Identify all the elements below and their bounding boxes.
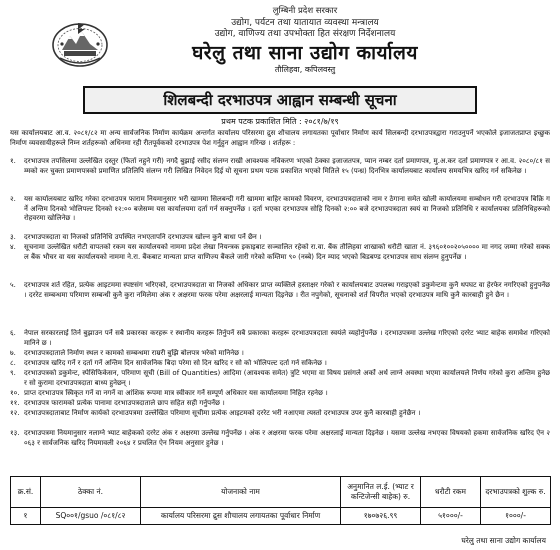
project-name-cell: कार्यालय परिसरमा द्रुस शौचालय लगायतका पूर्वाधार निर्माण <box>141 508 341 525</box>
condition-number: ४. <box>10 243 16 251</box>
condition-number: १. <box>10 157 16 165</box>
condition-item <box>10 243 550 281</box>
condition-item <box>10 399 550 409</box>
condition-text: दरभाउपत्र फारामको प्रत्येक पानामा दरभाउपत्रदाताले छाप सहित सही गर्नुपर्नेछ । <box>24 399 225 407</box>
condition-number: ११. <box>10 399 20 407</box>
condition-text: दरभाउपत्र खरिद गर्ने र दर्ता गर्ने अन्तिम दिन सार्वजनिक बिदा परेमा सो दिन खरिद र सो को भोलिपल्ट दर्ता गर्न सकिनेछ । <box>24 359 327 367</box>
condition-number: ५. <box>10 281 16 289</box>
nepal-emblem-icon <box>50 18 110 68</box>
table-header-row <box>11 477 551 508</box>
condition-item <box>10 429 550 449</box>
column-header: ठेक्का नं. <box>41 477 141 508</box>
column-header: अनुमानित ल.ई. (भ्याट र कन्टिजेन्सी बाहेक) रु. <box>341 477 421 508</box>
condition-item <box>10 233 550 243</box>
condition-number: ९. <box>10 369 16 377</box>
condition-text: सूचनामा उल्लेखित धरौटी वापतको रकम यस कार्यालयको नाममा प्रदेश लेखा नियन्त्रक इकाइबाट सञ्चालित रहेको रा.वा. बैंक तौलिहवा शाखाको धरौटी खाता नं. ३९६०१००२०५०००० मा नगद जम्मा गरेको सक्कल बैंक भौचर वा यस कार्यालयको नाममा ने.रा. बैंकबाट मान्यता प्राप्त वाणिज्य बैंकले जारी गरेको कम्तिमा ९० (नब्बे) दिन म्याद भएको बिडबण्ड दरभाउपत्र साथ संलग्न हुनुपर्नेछ । <box>24 243 550 261</box>
column-header: क्र.सं. <box>11 477 41 508</box>
condition-number: ७. <box>10 349 16 357</box>
condition-text: दरभाउपत्रदाता वा निजको प्रतिनिधि उपस्थित नभएतापनि दरभाउपत्र खोल्न कुनै बाधा पर्ने छैन । <box>24 233 262 241</box>
tender-table-wrap <box>10 476 550 525</box>
condition-text: दरभाउपत्र तपसिलमा उल्लेखित दस्तुर (फिर्ता नहुने गरी) नगदै बुझाई रसीद संलग्न राखी आवश्यक नविकरण भएको ठेक्का इजाजतपत्र, प्यान नम्बर दर्ता प्रमाणपत्र, मु.अ.कर दर्ता प्रमाणपत्र र आ.व. २०८०/८१ सम्मको कर चुक्ता प्रमाणपत्रको प्रमाणित प्रतिलिपि संलग्न गरी लिखित निवेदन दिई यो सूचना प्रथम पटक प्रकाशित भएको मितिले १५ (पन्ध्र) दिनभित्र कार्यालयबाट कार्यालय समयभित्र खरिद गर्न सकिनेछ । <box>24 157 550 175</box>
condition-item <box>10 157 550 195</box>
condition-number: ६. <box>10 329 16 337</box>
condition-text: दरभाउपत्र शर्त रहित, प्रत्येक आइटममा स्पष्टसंग भरिएको, दरभाउपत्रदाता वा निजको अधिकार प्राप्त व्यक्तिले हस्ताक्षर गरेको र कार्यालयबाट उपलब्ध गराइएको डकुमेन्टमा कुनै थपघट वा हेरफेर नगरिएको हुनुपर्नेछ । दररेट सम्बन्धमा परिमाण सम्बन्धी कुनै कुरा नमिलेमा अंक र अक्षरमा फरक परेमा अक्षरलाई मान्यता दिइनेछ । रीत नपुगेको, सूचनाको शर्त विपरीत भएको दरभाउपत्र माथि कुनै कारबाही हुने छैन । <box>24 281 550 299</box>
tender-table <box>10 476 551 525</box>
notice-title: शिलबन्दी दरभाउपत्र आह्वान सम्बन्धी सूचना <box>83 86 477 114</box>
province-government: लुम्बिनी प्रदेश सरकार <box>272 6 338 16</box>
table-row <box>11 508 551 525</box>
column-header: धरौटी रकम <box>421 477 481 508</box>
condition-text: प्राप्त दरभाउपत्र स्विकृत गर्ने वा नगर्ने वा आंशिक रूपमा मात्र स्वीकार गर्ने सम्पूर्ण अधिकार यस कार्यालयमा निहित रहनेछ । <box>24 389 328 397</box>
condition-item <box>10 369 550 389</box>
column-header: योजनाको नाम <box>141 477 341 508</box>
office-name: घरेलु तथा साना उद्योग कार्यालय <box>192 41 418 64</box>
bid-fee-cell: १०००/- <box>481 508 551 525</box>
condition-text: नेपाल सरकारलाई तिर्न बुझाउन पर्ने सबै प्रकारका करहरू र स्थानीय करहरू तिर्नुपर्ने सबै प्रकारका करहरू दरभाउपत्रदाता स्वयंले व्यहोर्नुपर्नेछ । दरभाउपत्रमा उल्लेख गरिएको दररेट भ्याट बाहेक समावेश गरिएको मानिने छ । <box>24 329 550 347</box>
condition-number: १०. <box>10 389 20 397</box>
condition-text: दरभाउपत्रको डकुमेन्ट, स्पेसिफिकेसन, परिमाण सूची (Bill of Quantities) आदिमा (आवश्यक समेत) त्रुटि भएमा वा विषय प्रसंगले अर्को अर्थ लाग्ने अवस्था भएमा कार्यालयले निर्णय गरेको कुरा अन्तिम हुनेछ र सो कुरामा दरभाउपत्रदाता बाध्य हुनेछन् । <box>24 369 550 387</box>
condition-text: दरभाउपत्रदाताबाट निर्माण कार्यको दरभाउपत्रमा उल्लेखित परिमाण सूचीमा प्रत्येक आइटमको दररेट भरी नआएमा त्यस्तो दरभाउपत्र उपर कुनै कारबाही हुनेछैन । <box>24 409 421 417</box>
condition-item <box>10 281 550 329</box>
condition-item <box>10 409 550 429</box>
deposit-amount-cell: ५१०००/- <box>421 508 481 525</box>
condition-number: १२. <box>10 409 20 417</box>
serial-number-cell: १ <box>11 508 41 525</box>
column-header: दरभाउपत्रको शुल्क रु. <box>481 477 551 508</box>
condition-item <box>10 389 550 399</box>
estimated-cost-cell: १७०७२६.९९ <box>341 508 421 525</box>
directorate-name: उद्योग, वाणिज्य तथा उपभोक्ता हित संरक्षण निर्देशनालय <box>214 29 396 39</box>
contract-number-cell: SQ००१/gsuo /०८१/८२ <box>41 508 141 525</box>
condition-text: दरभाउपत्रमा नियमानुसार नलाग्ने भ्याट बाहेकको दररेट अंक र अक्षरमा उल्लेख गर्नुपर्नेछ । अंक र अक्षरमा फरक परेमा अक्षरलाई मान्यता दिइनेछ । यसमा उल्लेख नभएका विषयको हकमा सार्वजनिक खरिद ऐन २०६३ र सार्वजनिक खरिद नियमावली २०६४ र प्रचलित ऐन नियम अनुसार हुनेछ । <box>24 429 550 447</box>
office-location: तौलिहवा, कपिलवस्तु <box>274 64 336 74</box>
notice-header <box>6 4 554 86</box>
condition-item <box>10 329 550 349</box>
condition-number: १३. <box>10 429 20 437</box>
condition-number: ३. <box>10 233 16 241</box>
notice-intro: यस कार्यालयबाट आ.व. २०८१/८२ मा अन्य सार्वजनिक निर्माण कार्यक्रम अन्तर्गत कार्यालय परिसरमा द्रुस शौचालय लगायतका पूर्वाधार निर्माण कार्य सिलबन्दी दरभाउपत्रद्वारा गराउनुपर्ने भएकोले इजाजतप्राप्त इच्छुक निर्माण व्यवसायीहरूले निम्न शर्तहरूको अधिनमा रही रीतपूर्वकको दरभाउपत्र पेश गर्नुहुन आह्वान गरिन्छ । शर्तहरू : <box>10 129 550 147</box>
condition-text: यस कार्यालयबाट खरिद गरेका दरभाउपत्र फाराम नियमानुसार भरी खाममा सिलबन्दी गरी खाममा बाहिर कामको विवरण, दरभाउपत्रदाताको नाम र ठेगाना समेत खोली कार्यालयमा सम्बोधन गरी दरभाउपत्र बिक्रि गर्ने अन्तिम दिनको भोलिपल्ट दिनको १२:०० बजेसम्म यस कार्यालयमा दर्ता गर्न सक्नुपर्नेछ । दर्ता भएका दरभाउपत्र सोहि दिनको २:०० बजे दरभाउपत्रदाता स्वयं वा निजको प्रतिनिधि र कार्यालयका प्रतिनिधिहरूको रोहवरमा खोलिनेछ । <box>24 195 550 222</box>
condition-item <box>10 359 550 369</box>
condition-number: ८. <box>10 359 16 367</box>
conditions-list <box>10 157 550 449</box>
condition-item <box>10 195 550 233</box>
ministry-name: उद्योग, पर्यटन तथा यातायात व्यवस्था मन्त्रालय <box>231 17 379 28</box>
condition-item <box>10 349 550 359</box>
condition-text: दरभाउपत्रदाताले निर्माण स्थल र कामको सम्बन्धमा राम्ररी बुझि बोलपत्र भरेको मानिनेछ । <box>24 349 244 357</box>
notice-footer-signature: घरेलु तथा साना उद्योग कार्यालय <box>461 536 546 545</box>
publication-date: प्रथम पटक प्रकाशित मिति : २०८१/७/१९ <box>221 117 339 126</box>
header-text-block <box>116 6 494 75</box>
condition-number: २. <box>10 195 16 203</box>
